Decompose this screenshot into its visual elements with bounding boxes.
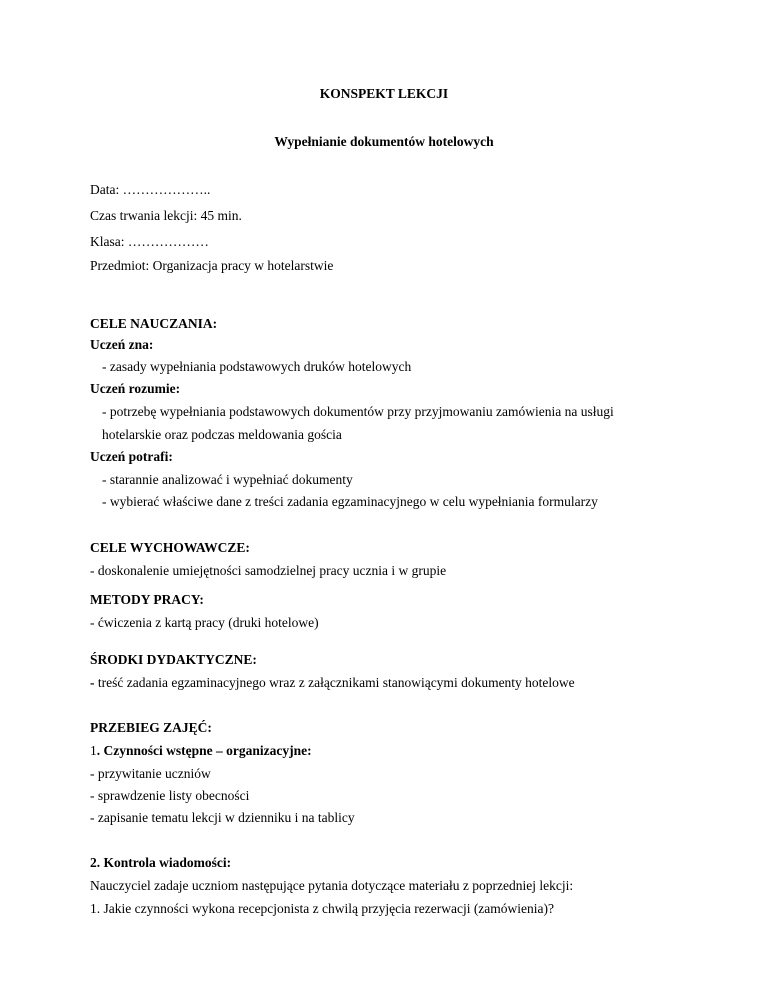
teaching-goals-heading: CELE NAUCZANIA: (90, 316, 218, 331)
knows-item: - zasady wypełniania podstawowych druków hotelowych (102, 359, 412, 374)
teaching-aids-text: treść zadania egzaminacyjnego wraz z załącznikami stanowiącymi dokumenty hotelowe (97, 675, 575, 690)
step-1-number: 1 (90, 743, 97, 758)
duration-field: Czas trwania lekcji: 45 min. (90, 208, 242, 223)
teaching-aids-dash: - (90, 675, 98, 690)
document-title: KONSPEKT LEKCJI (319, 86, 449, 101)
step-1-title (90, 743, 312, 759)
step-1-item-2: - sprawdzenie listy obecności (90, 788, 250, 803)
step-1-item-1: - przywitanie uczniów (90, 766, 211, 781)
understands-item-line-2: hotelarskie oraz podczas meldowania gościa (102, 427, 342, 442)
teaching-aids-heading: ŚRODKI DYDAKTYCZNE: (90, 652, 257, 667)
lesson-topic: Wypełnianie dokumentów hotelowych (274, 134, 494, 149)
can-label: Uczeń potrafi: (90, 449, 173, 464)
educational-goals-heading: CELE WYCHOWAWCZE: (90, 540, 250, 555)
subject-field: Przedmiot: Organizacja pracy w hotelarstwie (90, 258, 334, 273)
step-2-question-1: 1. Jakie czynności wykona recepcjonista z chwilą przyjęcia rezerwacji (zamówienia)? (90, 901, 555, 916)
lesson-flow-heading: PRZEBIEG ZAJĘĆ: (90, 720, 212, 735)
class-field: Klasa: ……………… (90, 234, 209, 249)
methods-item: - ćwiczenia z kartą pracy (druki hotelowe) (90, 615, 319, 630)
can-item-2: - wybierać właściwe dane z treści zadania egzaminacyjnego w celu wypełniania formularzy (102, 494, 598, 509)
methods-heading: METODY PRACY: (90, 592, 204, 607)
date-field: Data: ……………….. (90, 182, 211, 197)
teaching-aids-item (90, 675, 575, 691)
step-1-title-text: . Czynności wstępne – organizacyjne: (96, 743, 312, 758)
understands-label: Uczeń rozumie: (90, 381, 181, 396)
understands-item-line-1: - potrzebę wypełniania podstawowych dokumentów przy przyjmowaniu zamówienia na usługi (102, 404, 614, 419)
knows-label: Uczeń zna: (90, 337, 154, 352)
step-2-intro: Nauczyciel zadaje uczniom następujące pytania dotyczące materiału z poprzedniej lekcji: (90, 878, 574, 893)
can-item-1: - starannie analizować i wypełniać dokumenty (102, 472, 353, 487)
step-2-title: 2. Kontrola wiadomości: (90, 855, 232, 870)
educational-goals-item: - doskonalenie umiejętności samodzielnej pracy ucznia i w grupie (90, 563, 447, 578)
step-1-item-3: - zapisanie tematu lekcji w dzienniku i na tablicy (90, 810, 355, 825)
